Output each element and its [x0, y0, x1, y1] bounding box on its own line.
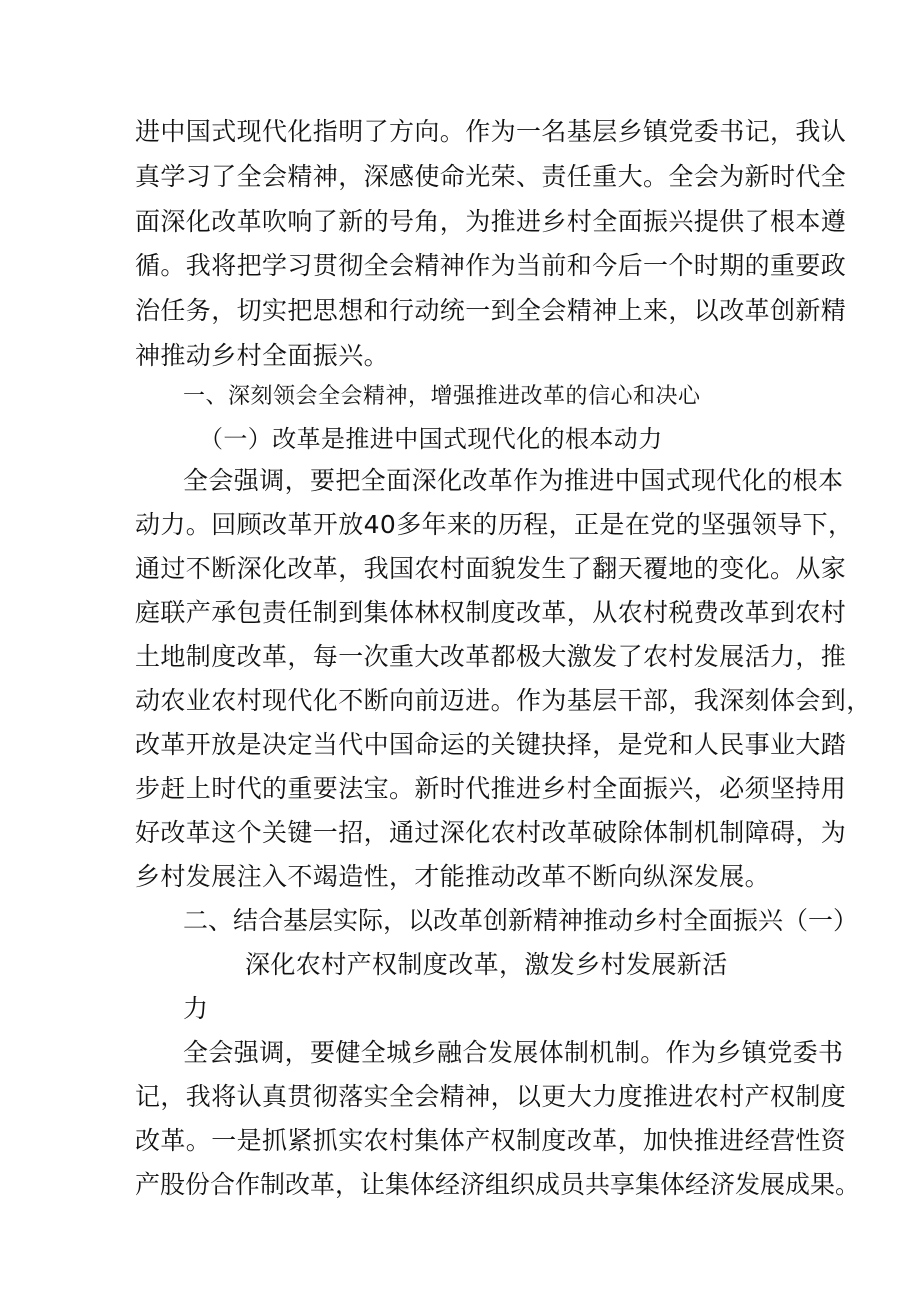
paragraph-line: 神推动乡村全面振兴。	[135, 341, 390, 370]
paragraph-line: 循。我将把学习贯彻全会精神作为当前和今后一个时期的重要政	[135, 251, 847, 280]
paragraph-line: 产股份合作制改革，让集体经济组织成员共享集体经济发展成果。	[135, 1170, 861, 1199]
paragraph-line: 改革。一是抓紧抓实农村集体产权制度改革，加快推进经营性资	[135, 1126, 847, 1155]
paragraph-line: 通过不断深化改革，我国农村面貌发生了翻天覆地的变化。从家	[135, 554, 847, 583]
subsection-heading-1: （一）改革是推进中国式现代化的根本动力	[199, 425, 663, 453]
section-heading-2: 二、结合基层实际，以改革创新精神推动乡村全面振兴（一）	[183, 906, 859, 935]
paragraph-line: 动力。回顾改革开放40多年来的历程，正是在党的坚强领导下，	[135, 510, 854, 539]
paragraph-line: 全会强调，要健全城乡融合发展体制机制。作为乡镇党委书	[183, 1038, 844, 1067]
paragraph-line: 面深化改革吹响了新的号角，为推进乡村全面振兴提供了根本遵	[135, 207, 847, 236]
paragraph-line: 记，我将认真贯彻落实全会精神，以更大力度推进农村产权制度	[135, 1082, 847, 1111]
paragraph-line: 土地制度改革，每一次重大改革都极大激发了农村发展活力，推	[135, 642, 847, 671]
paragraph-line: 进中国式现代化指明了方向。作为一名基层乡镇党委书记，我认	[135, 117, 847, 146]
paragraph-line: 改革开放是决定当代中国命运的关键抉择，是党和人民事业大踏	[135, 730, 847, 759]
section-heading-1: 一、深刻领会全会精神，增强推进改革的信心和决心	[183, 384, 701, 409]
paragraph-line: 动农业农村现代化不断向前迈进。作为基层干部，我深刻体会到，	[135, 686, 872, 715]
paragraph-line: 治任务，切实把思想和行动统一到全会精神上来，以改革创新精	[135, 296, 847, 325]
paragraph-line: 庭联产承包责任制到集体林权制度改革，从农村税费改革到农村	[135, 598, 847, 627]
subsection-heading-2-continuation: 力	[183, 994, 209, 1023]
paragraph-line: 好改革这个关键一招，通过深化农村改革破除体制机制障碍，为	[135, 818, 847, 847]
paragraph-line: 乡村发展注入不竭造性，才能推动改革不断向纵深发展。	[135, 862, 771, 891]
paragraph-line: 真学习了全会精神，深感使命光荣、责任重大。全会为新时代全	[135, 162, 847, 191]
paragraph-line: 步赶上时代的重要法宝。新时代推进乡村全面振兴，必须坚持用	[135, 774, 847, 803]
subsection-heading-2: 深化农村产权制度改革，激发乡村发展新活	[245, 950, 728, 979]
paragraph-line: 全会强调，要把全面深化改革作为推进中国式现代化的根本	[183, 466, 844, 495]
